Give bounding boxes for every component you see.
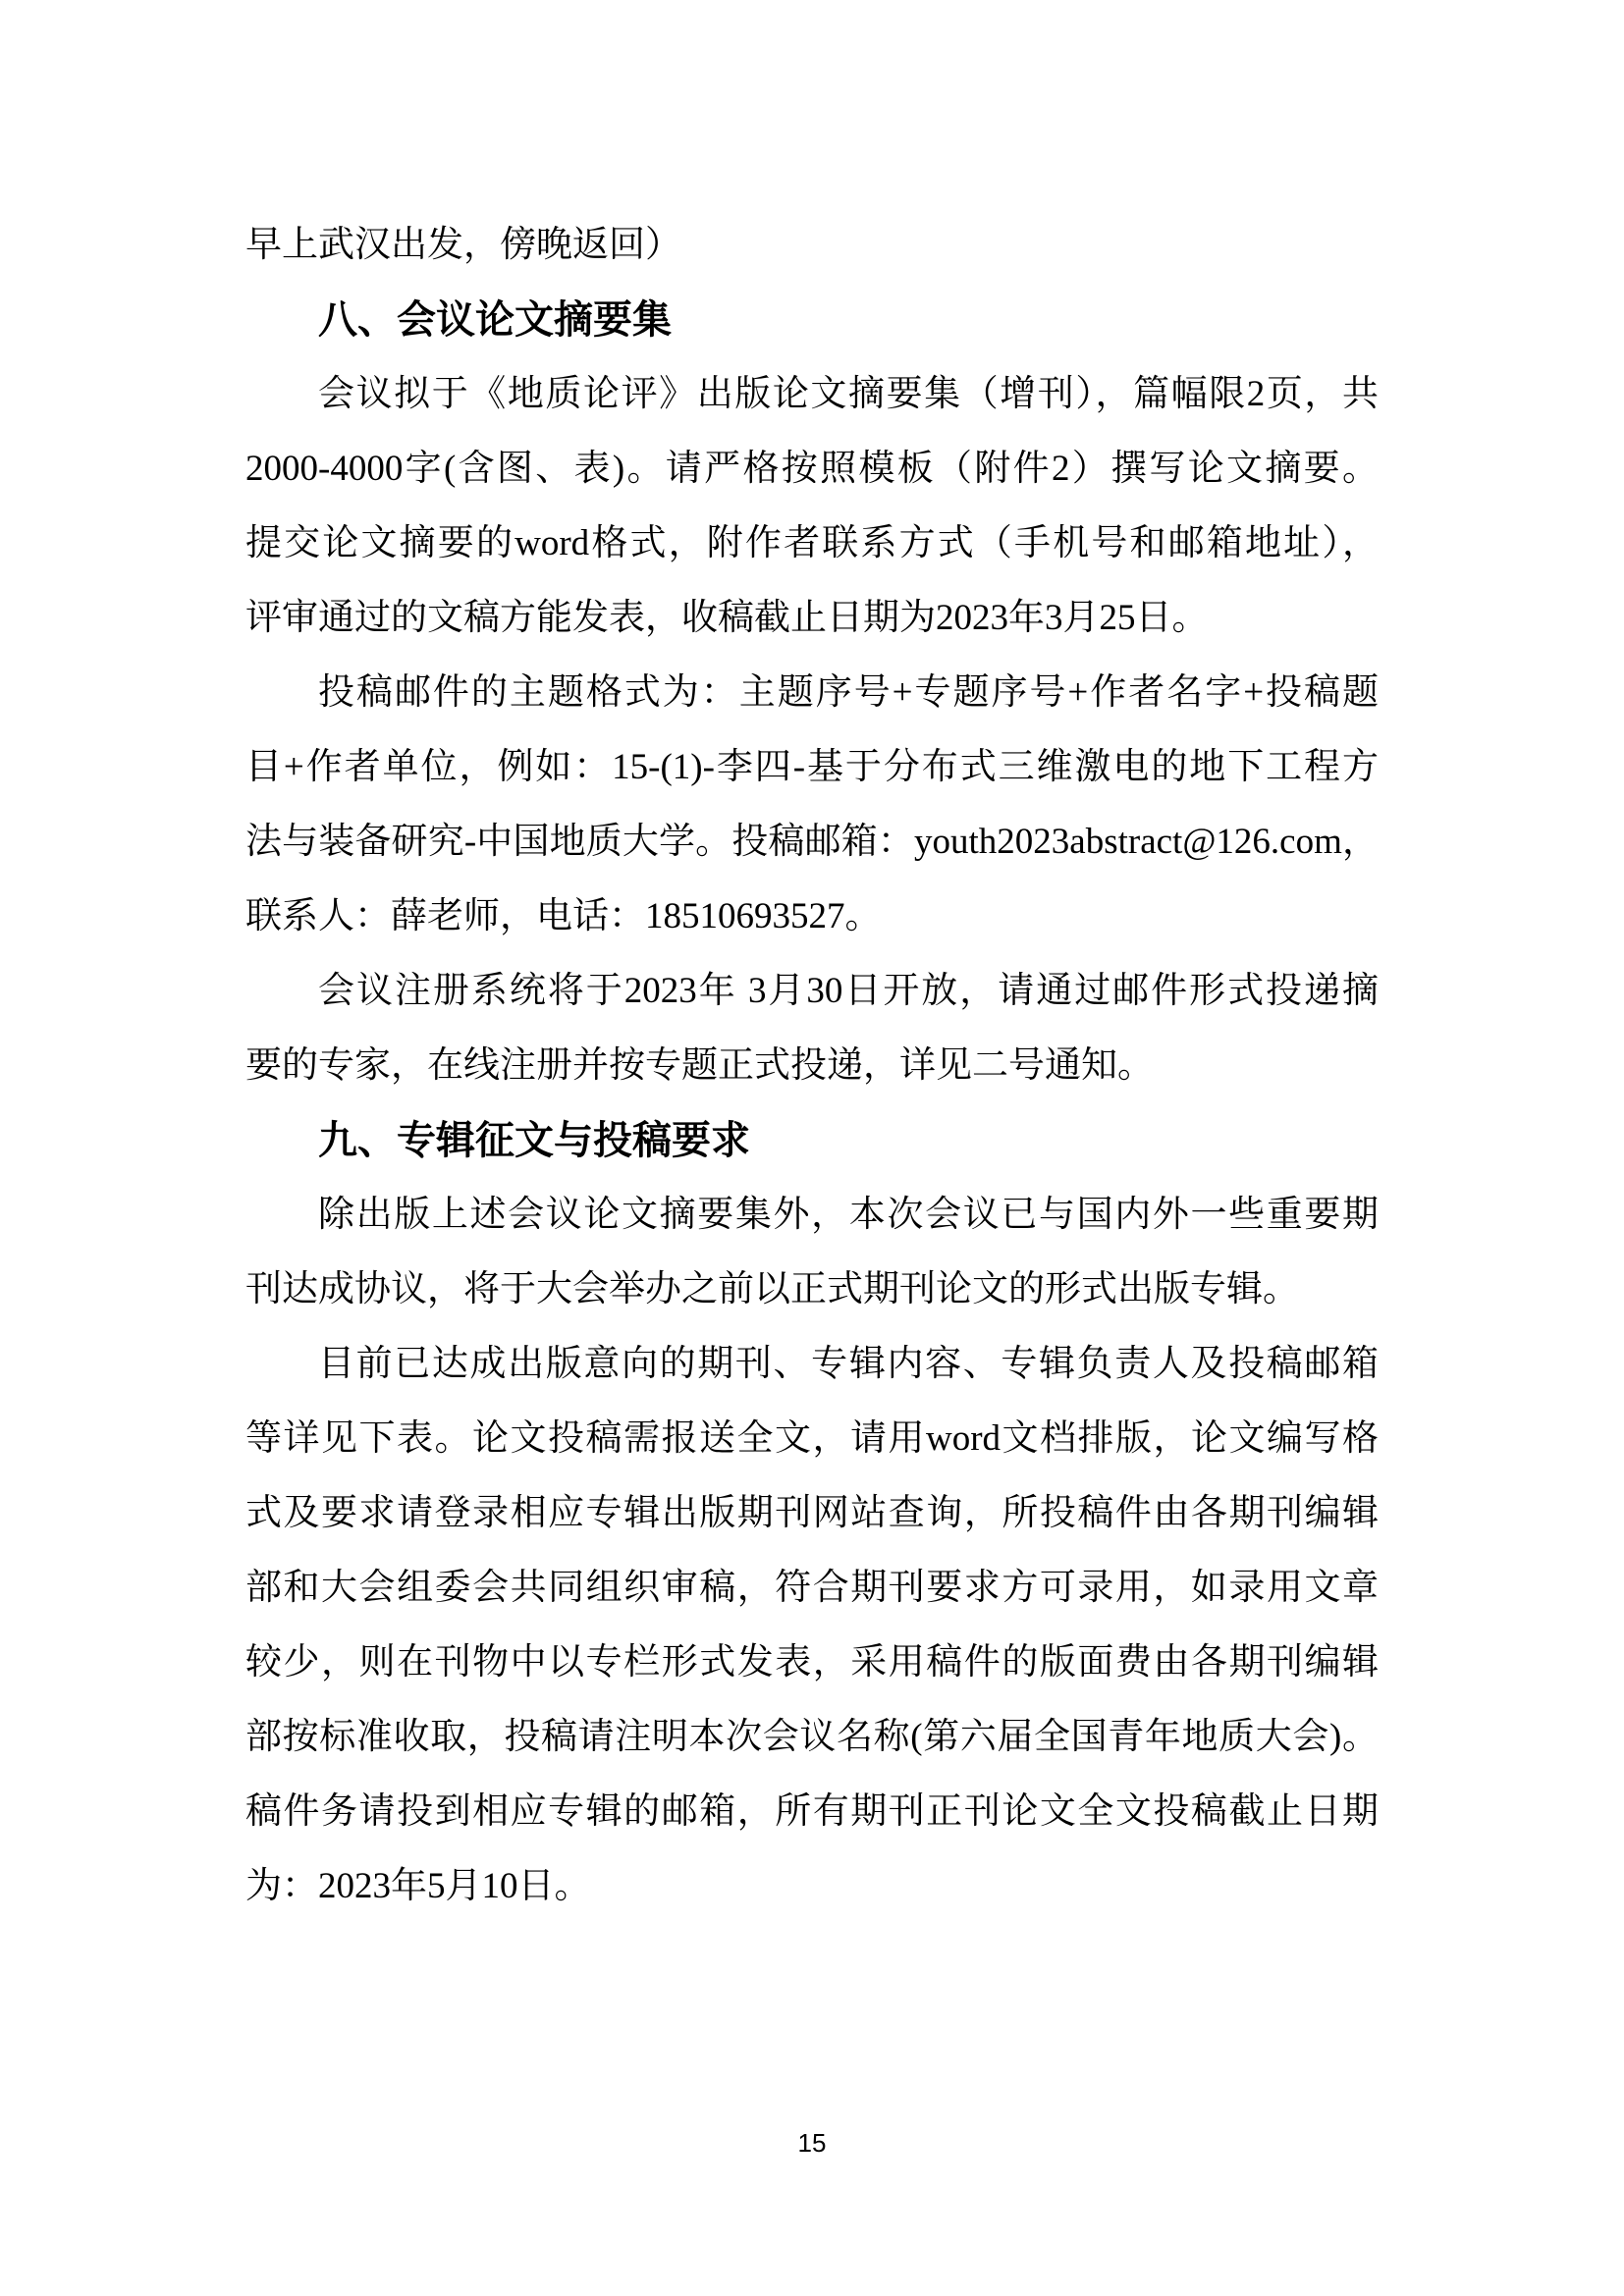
text-line: 除出版上述会议论文摘要集外，本次会议已与国内外一些重要期	[318, 1195, 1379, 1235]
text-line: 法与装备研究-中国地质大学。投稿邮箱：youth2023abstract@126.com，	[245, 822, 1379, 862]
text-line: 联系人：薛老师，电话：18510693527。	[245, 896, 882, 936]
text-line: 部和大会组委会共同组织审稿，符合期刊要求方可录用，如录用文章	[245, 1568, 1379, 1608]
text-line: 等详见下表。论文投稿需报送全文，请用word文档排版，论文编写格	[245, 1418, 1379, 1459]
text-line: 目+作者单位，例如：15-(1)-李四-基于分布式三维激电的地下工程方	[245, 747, 1379, 787]
text-line: 部按标准收取，投稿请注明本次会议名称(第六届全国青年地质大会)。	[245, 1717, 1379, 1757]
text-line: 评审通过的文稿方能发表，收稿截止日期为2023年3月25日。	[245, 598, 1209, 638]
text-line: 要的专家，在线注册并按专题正式投递，详见二号通知。	[245, 1045, 1154, 1086]
page-number: 15	[797, 2128, 827, 2158]
text-line: 较少，则在刊物中以专栏形式发表，采用稿件的版面费由各期刊编辑	[245, 1642, 1379, 1682]
document-body	[245, 208, 1379, 1924]
text-line: 目前已达成出版意向的期刊、专辑内容、专辑负责人及投稿邮箱	[318, 1344, 1379, 1384]
page-footer	[0, 2128, 1624, 2158]
text-line: 会议注册系统将于2023年 3月30日开放，请通过邮件形式投递摘	[318, 971, 1379, 1011]
section-heading-8: 八、会议论文摘要集	[318, 298, 672, 342]
text-line: 刊达成协议，将于大会举办之前以正式期刊论文的形式出版专辑。	[245, 1269, 1299, 1309]
text-line: 为：2023年5月10日。	[245, 1866, 591, 1906]
section-heading-9: 九、专辑征文与投稿要求	[318, 1119, 750, 1162]
text-line: 投稿邮件的主题格式为：主题序号+专题序号+作者名字+投稿题	[318, 672, 1379, 713]
text-line: 提交论文摘要的word格式，附作者联系方式（手机号和邮箱地址），	[245, 523, 1379, 563]
text-line: 稿件务请投到相应专辑的邮箱，所有期刊正刊论文全文投稿截止日期	[245, 1791, 1379, 1832]
text-line: 式及要求请登录相应专辑出版期刊网站查询，所投稿件由各期刊编辑	[245, 1493, 1379, 1533]
text-line: 早上武汉出发，傍晚返回）	[245, 225, 681, 265]
text-line: 会议拟于《地质论评》出版论文摘要集（增刊），篇幅限2页，共	[318, 374, 1379, 414]
text-line: 2000-4000字(含图、表)。请严格按照模板（附件2）撰写论文摘要。	[245, 449, 1379, 489]
